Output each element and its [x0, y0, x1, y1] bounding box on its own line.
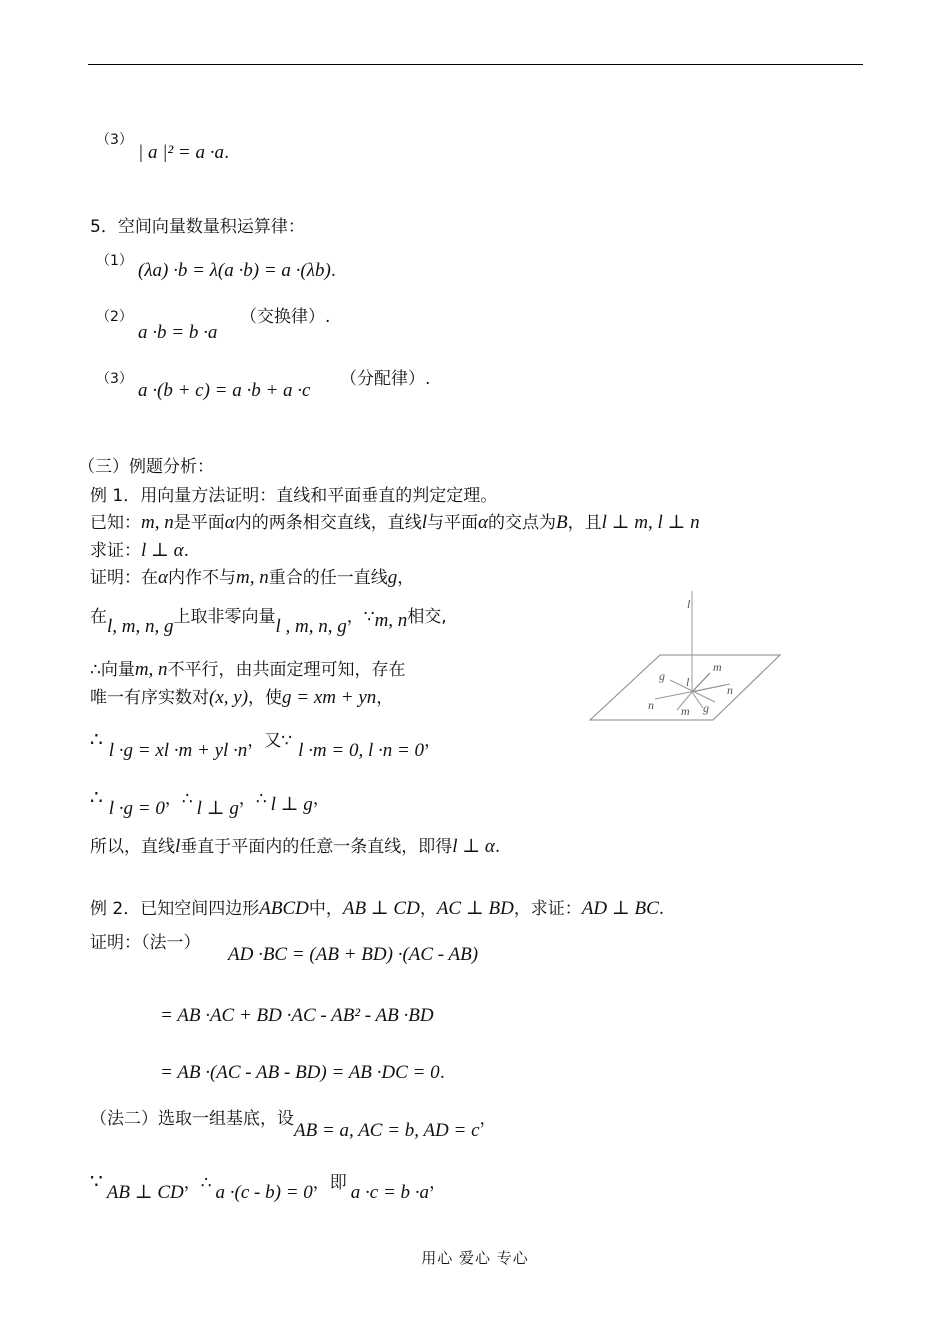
- fig-label-g-left: g: [659, 669, 665, 683]
- plane-perpendicular-figure: [585, 588, 785, 728]
- example-2-method-1-step-1: AD ·BC = (AB + BD) ·(AC - AB): [228, 944, 479, 965]
- example-1-conclusion: 所以，直线l垂直于平面内的任意一条直线，即得l ⊥ α.: [90, 836, 501, 857]
- law-1-number: （1）: [96, 253, 133, 269]
- law-2-formula: a ·b = b ·a: [138, 322, 218, 343]
- line-g-lower: [692, 692, 703, 708]
- header-rule: [88, 64, 863, 65]
- example-1-vectors: 在l, m, n, g上取非零向量l , m, n, g，∵m, n相交,: [90, 607, 447, 637]
- example-2-statement: 例 2．已知空间四边形ABCD中，AB ⊥ CD，AC ⊥ BD，求证：AD ⊥ BC.: [90, 898, 665, 919]
- example-2-method-1-label: 证明：（法一）: [90, 933, 201, 953]
- example-1-dot-products: ∴ l ·g = xl ·m + yl ·n，又∵ l ·m = 0, l ·n = 0，: [90, 727, 442, 761]
- example-1-proof-start: 证明：在α内作不与m, n重合的任一直线g，: [90, 567, 415, 588]
- law-3-number: （3）: [96, 371, 133, 387]
- fig-label-m-low: m: [681, 704, 690, 718]
- law-2-number: （2）: [96, 309, 133, 325]
- fig-label-g-low: g: [703, 701, 709, 715]
- formula-norm-squared: | a |² = a ·a.: [138, 142, 230, 163]
- law-3-formula: a ·(b + c) = a ·b + a ·c: [138, 380, 311, 401]
- page-footer: 用心 爱心 专心: [421, 1249, 529, 1267]
- law-1-formula: (λa) ·b = λ(a ·b) = a ·(λb).: [138, 260, 337, 281]
- fig-label-n-right: n: [727, 683, 733, 697]
- example-1-given: 已知：m, n是平面α内的两条相交直线，直线l与平面α的交点为B，且l ⊥ m, l ⊥ n: [90, 512, 700, 533]
- example-2-method-2: （法二）选取一组基底，设AB = a, AC = b, AD = c，: [90, 1109, 497, 1141]
- example-2-method-2-step: ∵ AB ⊥ CD，∴ a ·(c - b) = 0，即 a ·c = b ·a，: [90, 1169, 447, 1203]
- example-2-method-1-step-3: = AB ·(AC - AB - BD) = AB ·DC = 0.: [160, 1062, 446, 1083]
- fig-label-m: m: [713, 660, 722, 674]
- example-2-method-1-step-2: = AB ·AC + BD ·AC - AB² - AB ·BD: [160, 1005, 434, 1026]
- example-1-title: 例 1．用向量方法证明：直线和平面垂直的判定定理。: [90, 486, 498, 506]
- law-3-name: （分配律）.: [340, 369, 431, 389]
- fig-label-l-mid: l: [686, 675, 690, 689]
- section-5-title: 5．空间向量数量积运算律：: [90, 217, 305, 237]
- example-1-not-parallel: ∴向量m, n不平行，由共面定理可知，存在: [90, 659, 406, 680]
- law-2-name: （交换律）.: [240, 307, 331, 327]
- example-1-to-prove: 求证：l ⊥ α.: [90, 540, 190, 561]
- example-1-conclusion-steps: ∴ l ·g = 0，∴ l ⊥ g，∴ l ⊥ g，: [90, 785, 330, 819]
- line-property-3: （3）: [96, 132, 133, 148]
- section-examples-title: （三）例题分析：: [78, 457, 214, 477]
- example-1-unique-pair: 唯一有序实数对(x, y)，使g = xm + yn，: [90, 687, 394, 708]
- fig-label-n-left: n: [648, 698, 654, 712]
- fig-label-l-top: l: [687, 597, 691, 611]
